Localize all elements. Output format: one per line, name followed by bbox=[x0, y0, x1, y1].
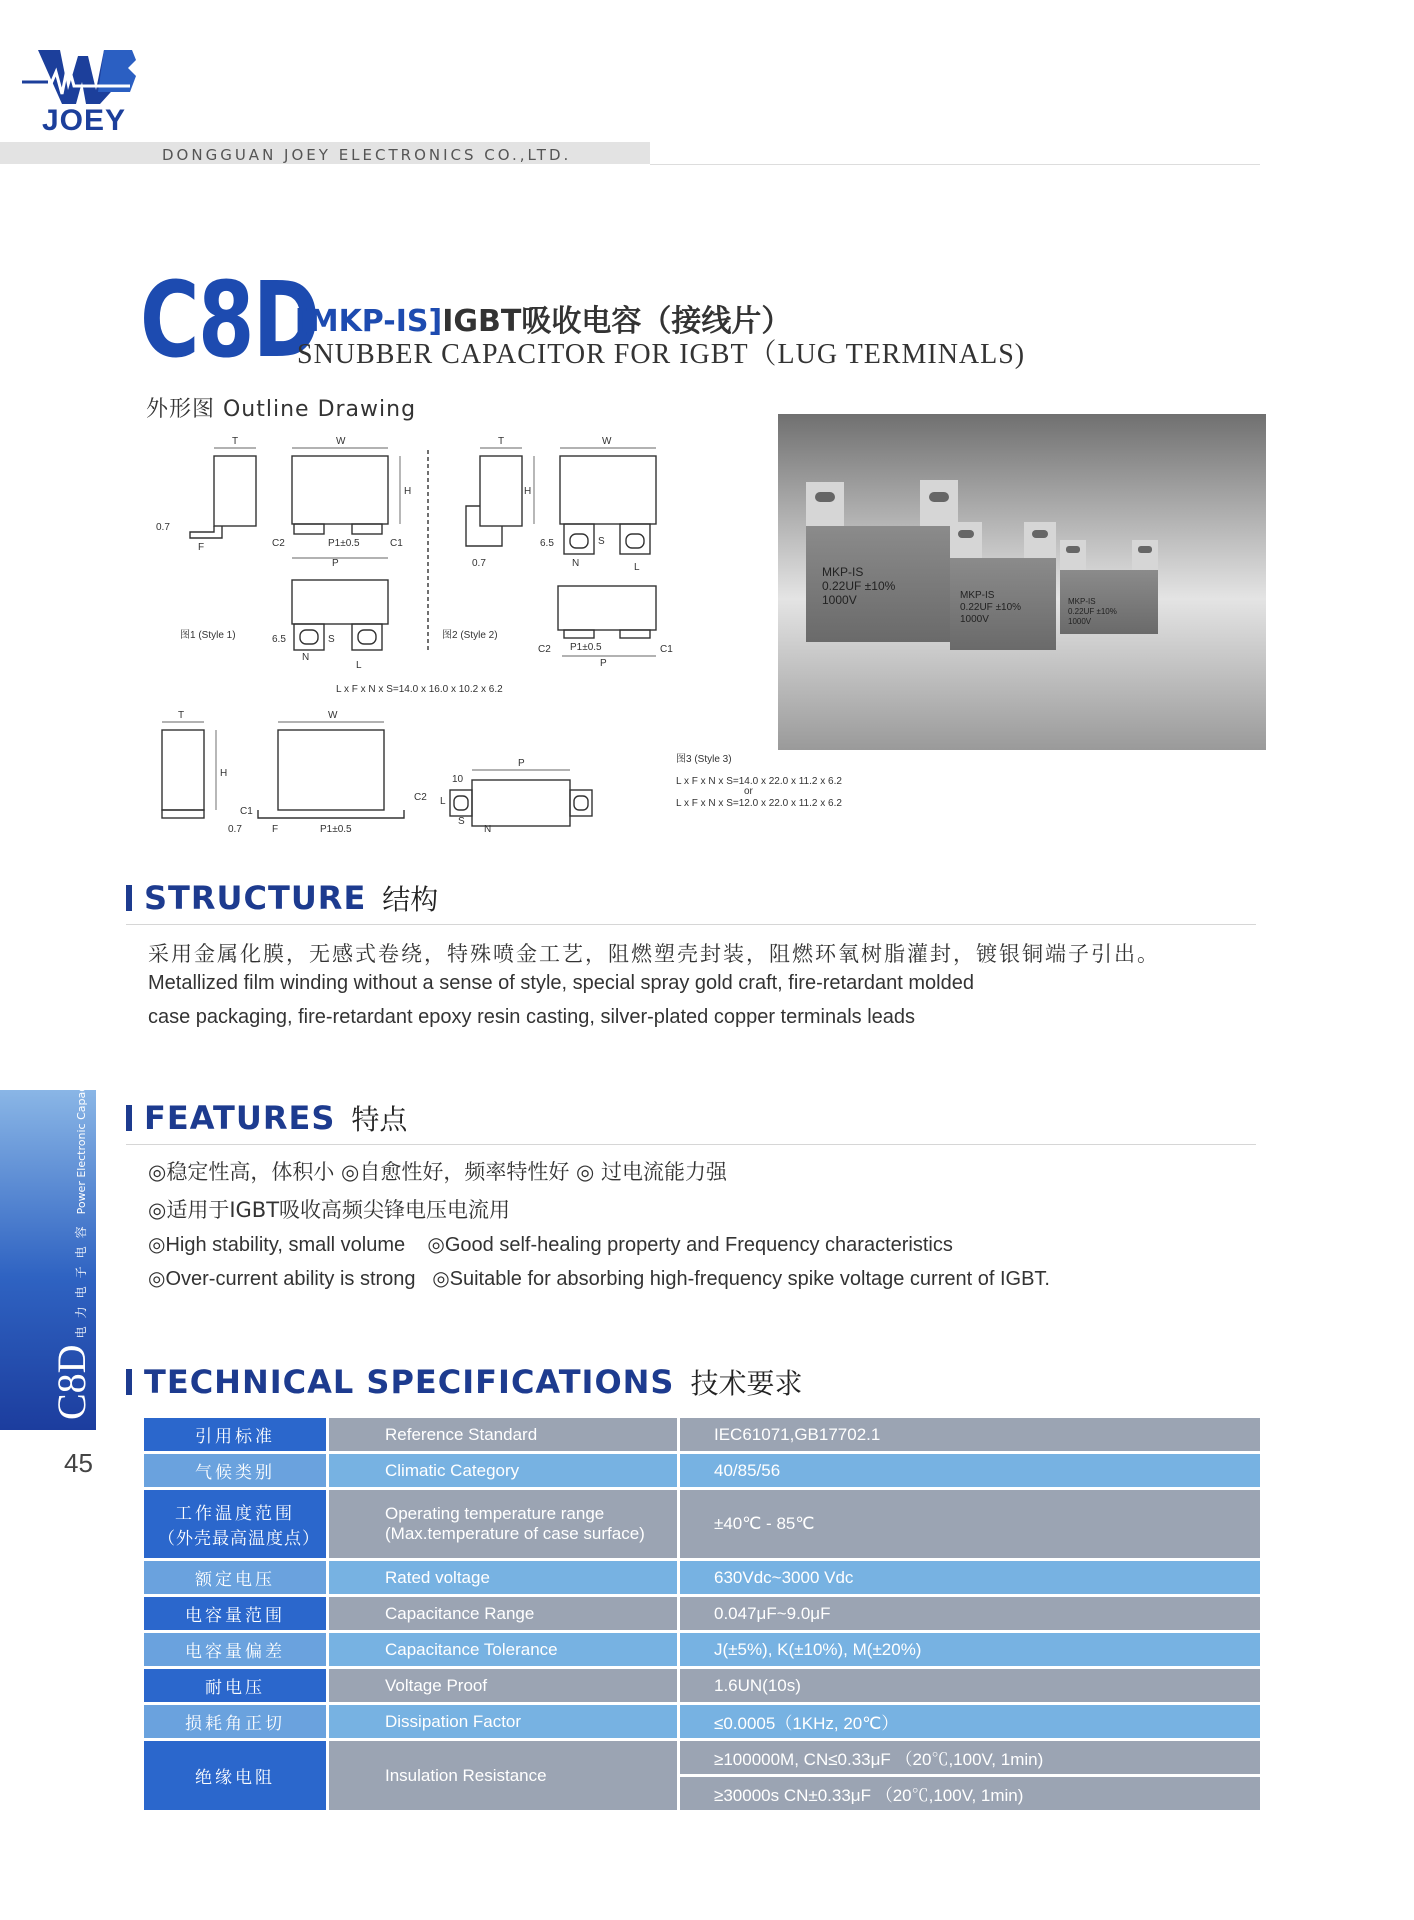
title-en: SNUBBER CAPACITOR FOR IGBT（LUG TERMINALS) bbox=[297, 339, 1026, 370]
spec-en: Climatic Category bbox=[329, 1454, 677, 1487]
cap-small-line2: 0.22UF ±10% bbox=[1068, 607, 1117, 616]
dim-p1-1: P1±0.5 bbox=[328, 538, 360, 549]
dims-style3b: L x F x N x S=12.0 x 22.0 x 11.2 x 6.2 bbox=[676, 798, 842, 809]
spec-value: IEC61071,GB17702.1 bbox=[680, 1418, 1260, 1451]
product-code: C8D bbox=[140, 259, 319, 381]
outline-drawings bbox=[150, 420, 870, 840]
spec-value: ≥30000s CN±0.33μF （20℃,100V, 1min) bbox=[680, 1777, 1260, 1810]
features-cn-line2: ◎适用于IGBT吸收高频尖锋电压电流用 bbox=[148, 1198, 511, 1222]
cap-big-line1: MKP-IS bbox=[822, 565, 864, 579]
structure-divider bbox=[126, 924, 1256, 925]
dim-c1-1: C1 bbox=[390, 538, 403, 549]
dims-style3-or: or bbox=[744, 786, 753, 797]
dim-10-3: 10 bbox=[452, 774, 464, 785]
spec-value: ±40℃ - 85℃ bbox=[680, 1490, 1260, 1558]
heading-bar bbox=[126, 1369, 132, 1395]
spec-value: ≤0.0005（1KHz, 20℃） bbox=[680, 1705, 1260, 1738]
cap-big-line2: 0.22UF ±10% bbox=[822, 579, 896, 593]
outline-label: 外形图 Outline Drawing bbox=[146, 397, 417, 422]
header-divider bbox=[650, 164, 1260, 165]
dim-s-1: S bbox=[328, 634, 335, 645]
spec-cn: 气候类别 bbox=[144, 1454, 326, 1487]
cap-small-line1: MKP-IS bbox=[1068, 597, 1096, 606]
heading-bar bbox=[126, 1105, 132, 1131]
spec-cn: 电容量范围 bbox=[144, 1597, 326, 1630]
dim-c1-3: C1 bbox=[240, 806, 253, 817]
dim-07-3: 0.7 bbox=[228, 824, 242, 835]
dim-n-1: N bbox=[302, 652, 310, 663]
spec-en-line1: Operating temperature range bbox=[385, 1504, 605, 1523]
company-name: DONGGUAN JOEY ELECTRONICS CO.,LTD. bbox=[162, 146, 572, 164]
dim-c2-1: C2 bbox=[272, 538, 285, 549]
cap-mid-line3: 1000V bbox=[960, 614, 989, 625]
structure-en-line2: case packaging, fire-retardant epoxy resin casting, silver-plated copper terminals leads bbox=[148, 1006, 916, 1028]
structure-cn: 采用金属化膜，无感式卷绕，特殊喷金工艺，阻燃塑壳封装，阻燃环氧树脂灌封，镀银铜端子引出。 bbox=[148, 942, 1160, 966]
features-divider bbox=[126, 1144, 1256, 1145]
cap-mid-line1: MKP-IS bbox=[960, 590, 995, 601]
table-row bbox=[144, 1418, 1260, 1451]
title-cn-text: IGBT吸收电容（接线片） bbox=[442, 304, 792, 339]
features-heading bbox=[126, 1098, 407, 1138]
dim-n-2: N bbox=[572, 558, 580, 569]
cap-big-line3: 1000V bbox=[822, 593, 857, 607]
spec-cn: 损耗角正切 bbox=[144, 1705, 326, 1738]
dim-l-1: L bbox=[356, 660, 362, 671]
table-row bbox=[144, 1561, 1260, 1594]
spec-en: Voltage Proof bbox=[329, 1669, 677, 1702]
dim-c1-2: C1 bbox=[660, 644, 673, 655]
spec-en: Reference Standard bbox=[329, 1418, 677, 1451]
dims-style12: L x F x N x S=14.0 x 16.0 x 10.2 x 6.2 bbox=[336, 684, 503, 695]
structure-heading bbox=[126, 878, 438, 918]
dim-s-2: S bbox=[598, 536, 605, 547]
dim-f-1: F bbox=[198, 542, 205, 553]
table-row bbox=[144, 1597, 1260, 1630]
dim-l-2: L bbox=[634, 562, 640, 573]
spec-cn bbox=[144, 1490, 326, 1558]
dim-p1-3: P1±0.5 bbox=[320, 824, 352, 835]
cap-mid-line2: 0.22UF ±10% bbox=[960, 602, 1022, 613]
specs-heading bbox=[126, 1362, 802, 1402]
specs-heading-cn: 技术要求 bbox=[690, 1367, 803, 1400]
structure-heading-en: STRUCTURE bbox=[144, 879, 367, 917]
dim-s-3: S bbox=[458, 816, 465, 827]
features-heading-cn: 特点 bbox=[351, 1103, 408, 1136]
style2-label: 图2 (Style 2) bbox=[442, 630, 498, 641]
page-number: 45 bbox=[64, 1448, 93, 1478]
spec-en: Capacitance Tolerance bbox=[329, 1633, 677, 1666]
title-series: [MKP-IS] bbox=[295, 304, 443, 339]
table-row bbox=[144, 1741, 1260, 1774]
dim-p1-2: P1±0.5 bbox=[570, 642, 602, 653]
dim-t-3: T bbox=[178, 710, 185, 721]
dim-t-2: T bbox=[498, 436, 505, 447]
spec-en: Insulation Resistance bbox=[329, 1741, 677, 1810]
dim-h-1: H bbox=[404, 486, 412, 497]
side-tab-cn: 电力电子电容 bbox=[74, 1218, 88, 1339]
dims-style3a: L x F x N x S=14.0 x 22.0 x 11.2 x 6.2 bbox=[676, 776, 842, 787]
dim-65-2: 6.5 bbox=[540, 538, 554, 549]
table-row bbox=[144, 1669, 1260, 1702]
dim-h-2: H bbox=[524, 486, 532, 497]
dim-n-3: N bbox=[484, 824, 492, 835]
spec-cn: 引用标准 bbox=[144, 1418, 326, 1451]
spec-cn-line2: （外壳最高温度点） bbox=[158, 1529, 320, 1549]
side-tab-code: C8D bbox=[49, 1344, 94, 1420]
spec-value: J(±5%), K(±10%), M(±20%) bbox=[680, 1633, 1260, 1666]
logo-text: JOEY bbox=[42, 104, 127, 137]
spec-cn: 电容量偏差 bbox=[144, 1633, 326, 1666]
dim-h-3: H bbox=[220, 768, 228, 779]
features-en-line2: ◎Over-current ability is strong ◎Suitable for absorbing high-frequency spike voltage current of IGBT. bbox=[148, 1268, 1050, 1290]
dim-w-2: W bbox=[602, 436, 612, 447]
table-row bbox=[144, 1490, 1260, 1558]
dim-f-3: F bbox=[272, 824, 279, 835]
table-row bbox=[144, 1705, 1260, 1738]
dim-l-3: L bbox=[440, 796, 446, 807]
dim-p-3: P bbox=[518, 758, 525, 769]
dim-65-1: 6.5 bbox=[272, 634, 286, 645]
table-row bbox=[144, 1633, 1260, 1666]
spec-en: Rated voltage bbox=[329, 1561, 677, 1594]
spec-cn: 额定电压 bbox=[144, 1561, 326, 1594]
spec-en-line2: (Max.temperature of case surface) bbox=[385, 1524, 645, 1543]
dim-c2-2: C2 bbox=[538, 644, 551, 655]
specs-table bbox=[141, 1415, 1263, 1813]
dim-07-1: 0.7 bbox=[156, 522, 170, 533]
spec-en: Capacitance Range bbox=[329, 1597, 677, 1630]
spec-en bbox=[329, 1490, 677, 1558]
dim-07-2: 0.7 bbox=[472, 558, 486, 569]
dim-c2-3: C2 bbox=[414, 792, 427, 803]
spec-cn-line1: 工作温度范围 bbox=[175, 1504, 295, 1524]
features-heading-en: FEATURES bbox=[144, 1099, 336, 1137]
cap-small-line3: 1000V bbox=[1068, 617, 1092, 626]
table-row bbox=[144, 1454, 1260, 1487]
dim-w-1: W bbox=[336, 436, 346, 447]
spec-value: 1.6UN(10s) bbox=[680, 1669, 1260, 1702]
side-tab bbox=[0, 1061, 96, 1430]
heading-bar bbox=[126, 885, 132, 911]
dim-p-2: P bbox=[600, 658, 607, 669]
style3-label: 图3 (Style 3) bbox=[676, 754, 732, 765]
features-cn-line1: ◎稳定性高，体积小 ◎自愈性好，频率特性好 ◎ 过电流能力强 bbox=[148, 1160, 727, 1184]
structure-heading-cn: 结构 bbox=[382, 883, 439, 916]
spec-value: ≥100000M, CN≤0.33μF （20℃,100V, 1min) bbox=[680, 1741, 1260, 1774]
dim-p-1: P bbox=[332, 558, 339, 569]
dim-t-1: T bbox=[232, 436, 239, 447]
side-tab-text bbox=[48, 1061, 95, 1420]
dim-w-3: W bbox=[328, 710, 338, 721]
side-tab-en: Power Electronic Capacitors bbox=[75, 1061, 88, 1215]
spec-en: Dissipation Factor bbox=[329, 1705, 677, 1738]
spec-cn: 绝缘电阻 bbox=[144, 1741, 326, 1810]
spec-value: 0.047μF~9.0μF bbox=[680, 1597, 1260, 1630]
spec-cn: 耐电压 bbox=[144, 1669, 326, 1702]
spec-value: 40/85/56 bbox=[680, 1454, 1260, 1487]
spec-value: 630Vdc~3000 Vdc bbox=[680, 1561, 1260, 1594]
features-en-line1: ◎High stability, small volume ◎Good self-healing property and Frequency characteristics bbox=[148, 1234, 953, 1256]
style1-label: 图1 (Style 1) bbox=[180, 630, 236, 641]
product-photo bbox=[778, 414, 1266, 750]
specs-heading-en: TECHNICAL SPECIFICATIONS bbox=[144, 1363, 675, 1401]
structure-en-line1: Metallized film winding without a sense of style, special spray gold craft, fire-retardant molded bbox=[148, 972, 974, 994]
